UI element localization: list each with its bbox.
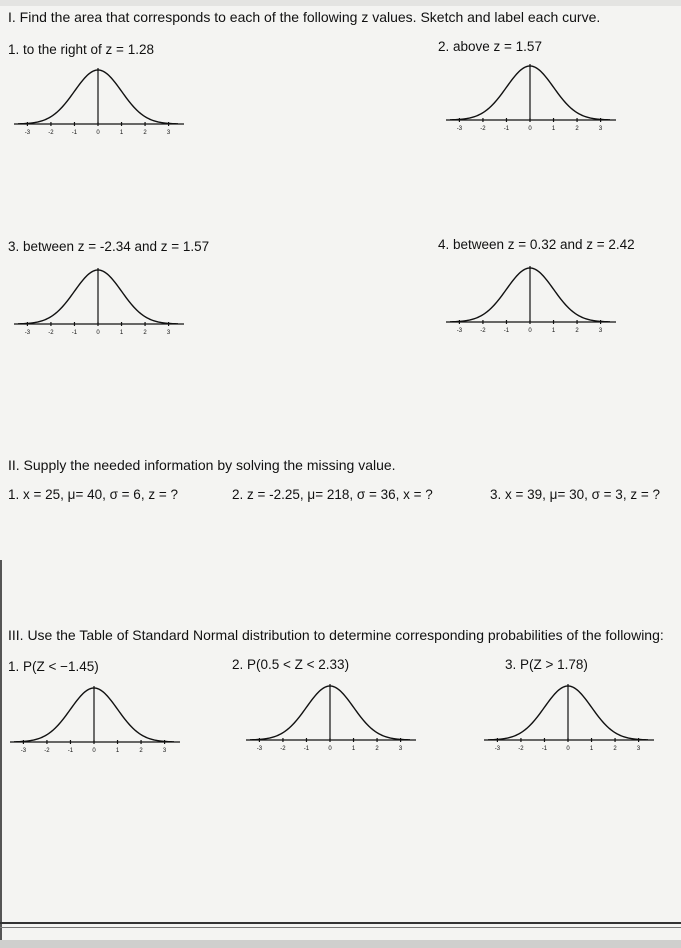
normal-curve-svg — [440, 58, 620, 136]
section-2-heading: II. Supply the needed information by solving the missing value. — [8, 457, 396, 473]
axis-tick-label: 0 — [96, 330, 100, 336]
axis-tick-label: 1 — [115, 748, 120, 754]
normal-curve-5 — [4, 680, 184, 763]
axis-tick-label: 3 — [166, 130, 171, 136]
normal-curve-svg — [8, 62, 188, 140]
axis-tick-label: 1 — [551, 126, 556, 132]
normal-curve-svg — [240, 678, 420, 756]
axis-tick-label: 0 — [92, 748, 96, 754]
section-3-item-2: 2. P(0.5 < Z < 2.33) — [232, 657, 350, 672]
normal-curve-2 — [440, 58, 620, 141]
page-left-edge — [0, 560, 2, 948]
normal-curve-3 — [8, 262, 188, 345]
axis-tick-label: 3 — [636, 746, 641, 752]
axis-tick-label: 0 — [566, 746, 570, 752]
axis-tick-label: 2 — [143, 330, 147, 336]
axis-tick-label: 2 — [575, 126, 579, 132]
axis-tick-label: 3 — [162, 748, 167, 754]
axis-tick-label: 1 — [589, 746, 594, 752]
axis-tick-label: -1 — [303, 746, 310, 752]
axis-tick-label: 1 — [119, 130, 124, 136]
axis-tick-label: 3 — [598, 126, 603, 132]
axis-tick-label: 2 — [375, 746, 379, 752]
scan-bottom-shade — [0, 940, 681, 948]
page-bottom-rule — [0, 922, 681, 924]
axis-tick-label: 0 — [96, 130, 100, 136]
axis-tick-label: -3 — [456, 328, 463, 334]
normal-curve-svg — [8, 262, 188, 340]
axis-tick-label: -2 — [518, 746, 524, 752]
scan-top-shade — [0, 0, 681, 6]
axis-tick-label: 3 — [166, 330, 171, 336]
axis-tick-label: 1 — [119, 330, 124, 336]
section-2-item-2: 2. z = -2.25, μ= 218, σ = 36, x = ? — [232, 487, 433, 502]
axis-tick-label: -3 — [24, 130, 31, 136]
axis-tick-label: -3 — [456, 126, 463, 132]
section-1-item-1: 1. to the right of z = 1.28 — [8, 42, 154, 57]
normal-curve-7 — [478, 678, 658, 761]
axis-tick-label: 0 — [528, 328, 532, 334]
axis-tick-label: -1 — [71, 130, 78, 136]
axis-tick-label: 3 — [398, 746, 403, 752]
axis-tick-label: -2 — [480, 126, 486, 132]
axis-tick-label: 2 — [575, 328, 579, 334]
section-1-item-2: 2. above z = 1.57 — [438, 39, 542, 54]
normal-curve-svg — [440, 260, 620, 338]
section-1-item-3: 3. between z = -2.34 and z = 1.57 — [8, 239, 210, 254]
axis-tick-label: 1 — [351, 746, 356, 752]
section-1-item-4: 4. between z = 0.32 and z = 2.42 — [438, 237, 635, 252]
axis-tick-label: -3 — [24, 330, 31, 336]
normal-curve-svg — [4, 680, 184, 758]
section-3-heading: III. Use the Table of Standard Normal distribution to determine corresponding probabilities of the following: — [8, 627, 664, 643]
axis-tick-label: -2 — [48, 130, 54, 136]
axis-tick-label: -1 — [67, 748, 74, 754]
axis-tick-label: -2 — [48, 330, 54, 336]
axis-tick-label: -1 — [541, 746, 548, 752]
axis-tick-label: -2 — [280, 746, 286, 752]
axis-tick-label: 3 — [598, 328, 603, 334]
normal-curve-6 — [240, 678, 420, 761]
axis-tick-label: -2 — [480, 328, 486, 334]
section-2-item-3: 3. x = 39, μ= 30, σ = 3, z = ? — [490, 487, 660, 502]
axis-tick-label: -1 — [503, 126, 510, 132]
normal-curve-1 — [8, 62, 188, 145]
section-3-item-3: 3. P(Z > 1.78) — [505, 657, 588, 672]
axis-tick-label: 2 — [143, 130, 147, 136]
axis-tick-label: 1 — [551, 328, 556, 334]
axis-tick-label: 0 — [328, 746, 332, 752]
axis-tick-label: -1 — [503, 328, 510, 334]
axis-tick-label: -3 — [494, 746, 501, 752]
axis-tick-label: 0 — [528, 126, 532, 132]
axis-tick-label: 2 — [139, 748, 143, 754]
section-2-item-1: 1. x = 25, μ= 40, σ = 6, z = ? — [8, 487, 178, 502]
axis-tick-label: -1 — [71, 330, 78, 336]
page-bottom-rule-secondary — [0, 927, 681, 928]
section-3-item-1: 1. P(Z < −1.45) — [8, 659, 99, 674]
section-1-heading: I. Find the area that corresponds to each of the following z values. Sketch and label each curve. — [8, 9, 601, 25]
axis-tick-label: -3 — [256, 746, 263, 752]
axis-tick-label: -3 — [20, 748, 27, 754]
normal-curve-svg — [478, 678, 658, 756]
axis-tick-label: -2 — [44, 748, 50, 754]
axis-tick-label: 2 — [613, 746, 617, 752]
normal-curve-4 — [440, 260, 620, 343]
